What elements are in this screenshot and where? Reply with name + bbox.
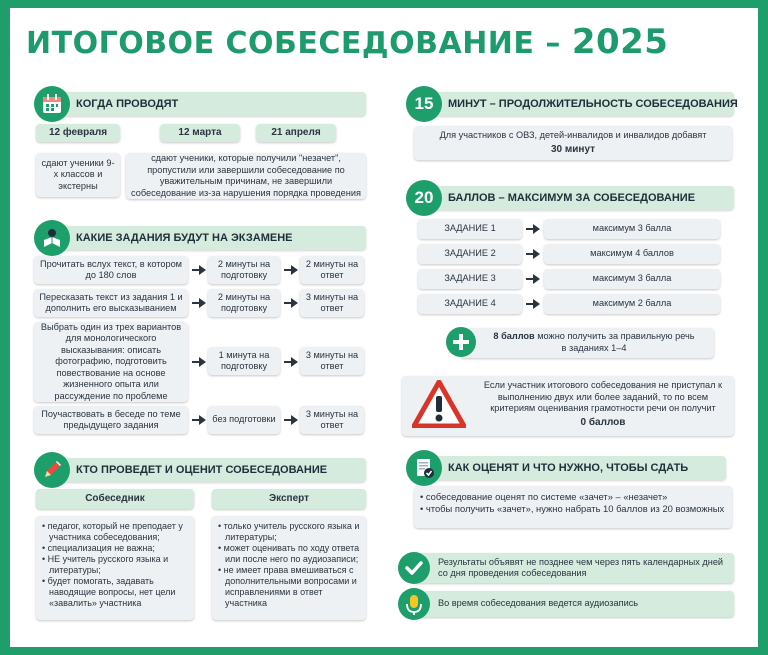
grading-list (414, 486, 732, 528)
plus-icon (446, 327, 476, 357)
list-item: • специализация не важна; (42, 543, 155, 553)
arrow-icon (284, 297, 298, 309)
audio-note: Во время собеседования ведется аудиозапись (412, 591, 734, 617)
warning-icon (412, 380, 466, 433)
task-3: Выбрать один из трех вариантов для монологического высказывания: описать фотографию, подготовить повествование на основе жизненного опыта или рассуждение по проблеме (34, 322, 188, 402)
points-max-1: максимум 3 балла (544, 219, 720, 239)
task-2-prep: 2 минуты на подготовку (208, 289, 280, 317)
list-item: • может оценивать по ходу ответа или после него по аудиозаписи; (218, 543, 360, 564)
points-task-3: ЗАДАНИЕ 3 (418, 269, 522, 289)
arrow-icon (192, 414, 206, 426)
arrow-icon (284, 356, 298, 368)
points-task-4: ЗАДАНИЕ 4 (418, 294, 522, 314)
task-4-prep: без подготовки (208, 406, 280, 434)
list-item: • чтобы получить «зачет», нужно набрать 10 баллов из 20 возможных (420, 502, 725, 514)
expert-list (212, 516, 366, 620)
points-max-2: максимум 4 баллов (544, 244, 720, 264)
points-max-4: максимум 2 балла (544, 294, 720, 314)
arrow-icon (284, 264, 298, 276)
points-task-1: ЗАДАНИЕ 1 (418, 219, 522, 239)
list-item: • НЕ учитель русского языка и литературы; (42, 554, 169, 575)
section-header-examiners: КТО ПРОВЕДЕТ И ОЦЕНИТ СОБЕСЕДОВАНИЕ (40, 458, 366, 482)
expert-title: Эксперт (212, 489, 366, 509)
task-2-answer: 3 минуты на ответ (300, 289, 364, 317)
arrow-icon (526, 298, 540, 310)
arrow-icon (284, 414, 298, 426)
task-1-answer: 2 минуты на ответ (300, 256, 364, 284)
task-1-prep: 2 минуты на подготовку (208, 256, 280, 284)
list-item: • собеседование оценят по системе «зачет» – «незачет» (420, 491, 668, 502)
arrow-icon (526, 248, 540, 260)
task-2: Пересказать текст из задания 1 и дополнить его высказыванием (34, 289, 188, 317)
duration-note: Для участников с ОВЗ, детей-инвалидов и инвалидов добавят 30 минут (414, 126, 732, 160)
task-3-prep: 1 минута на подготовку (208, 347, 280, 375)
results-note: Результаты объявят не позднее чем через пять календарных дней со дня проведения собеседования (412, 553, 734, 583)
section-header-duration: 15 МИНУТ – ПРОДОЛЖИТЕЛЬНОСТЬ СОБЕСЕДОВАНИЯ (412, 92, 734, 116)
task-4-answer: 3 минуты на ответ (300, 406, 364, 434)
section-header-tasks: КАКИЕ ЗАДАНИЯ БУДУТ НА ЭКЗАМЕНЕ (40, 226, 366, 250)
arrow-icon (526, 223, 540, 235)
calendar-icon (34, 86, 70, 122)
points-number: 20 (406, 180, 442, 216)
list-item: • педагог, который не преподает у участника собеседования; (42, 521, 183, 542)
when-later-waves: сдают ученики, которые получили "незачет", пропустили или завершили собеседование по уважительным причинам, не завершили собеседование из-за нарушения порядка проведения (126, 153, 366, 199)
section-header-when: КОГДА ПРОВОДЯТ (40, 92, 366, 116)
duration-number: 15 (406, 86, 442, 122)
when-first-wave: сдают ученики 9-х классов и экстерны (36, 153, 120, 197)
interlocutor-list (36, 516, 194, 620)
pencil-icon (34, 452, 70, 488)
date-apr: 21 апреля (256, 124, 336, 142)
checkmark-icon (398, 552, 430, 584)
reading-person-icon (34, 220, 70, 256)
document-check-icon (406, 450, 442, 486)
list-item: • будет помогать, задавать наводящие вопросы, нет цели «завалить» участника (42, 576, 176, 608)
bonus-note: 8 баллов можно получить за правильную речь в заданиях 1–4 (460, 328, 714, 358)
points-task-2: ЗАДАНИЕ 2 (418, 244, 522, 264)
list-item: • не имеет права вмешиваться с дополнительными вопросами и исправлениями в ответ участника (218, 565, 357, 608)
arrow-icon (192, 297, 206, 309)
section-header-points: 20 БАЛЛОВ – МАКСИМУМ ЗА СОБЕСЕДОВАНИЕ (412, 186, 734, 210)
warning-box: Если участник итогового собеседования не приступал к выполнению двух или более заданий, то по всем критериям оценивания грамотности речи он получит 0 баллов (402, 376, 734, 436)
list-item: • только учитель русского языка и литературы; (218, 521, 360, 542)
task-1: Прочитать вслух текст, в котором до 180 слов (34, 256, 188, 284)
arrow-icon (192, 356, 206, 368)
task-3-answer: 3 минуты на ответ (300, 347, 364, 375)
microphone-icon (398, 588, 430, 620)
arrow-icon (192, 264, 206, 276)
page-title: ИТОГОВОЕ СОБЕСЕДОВАНИЕ – 2025 (26, 22, 669, 62)
points-max-3: максимум 3 балла (544, 269, 720, 289)
date-mar: 12 марта (160, 124, 240, 142)
task-4: Поучаствовать в беседе по теме предыдущего задания (34, 406, 188, 434)
interlocutor-title: Собеседник (36, 489, 194, 509)
section-header-grading: КАК ОЦЕНЯТ И ЧТО НУЖНО, ЧТОБЫ СДАТЬ (412, 456, 726, 480)
date-feb: 12 февраля (36, 124, 120, 142)
arrow-icon (526, 273, 540, 285)
